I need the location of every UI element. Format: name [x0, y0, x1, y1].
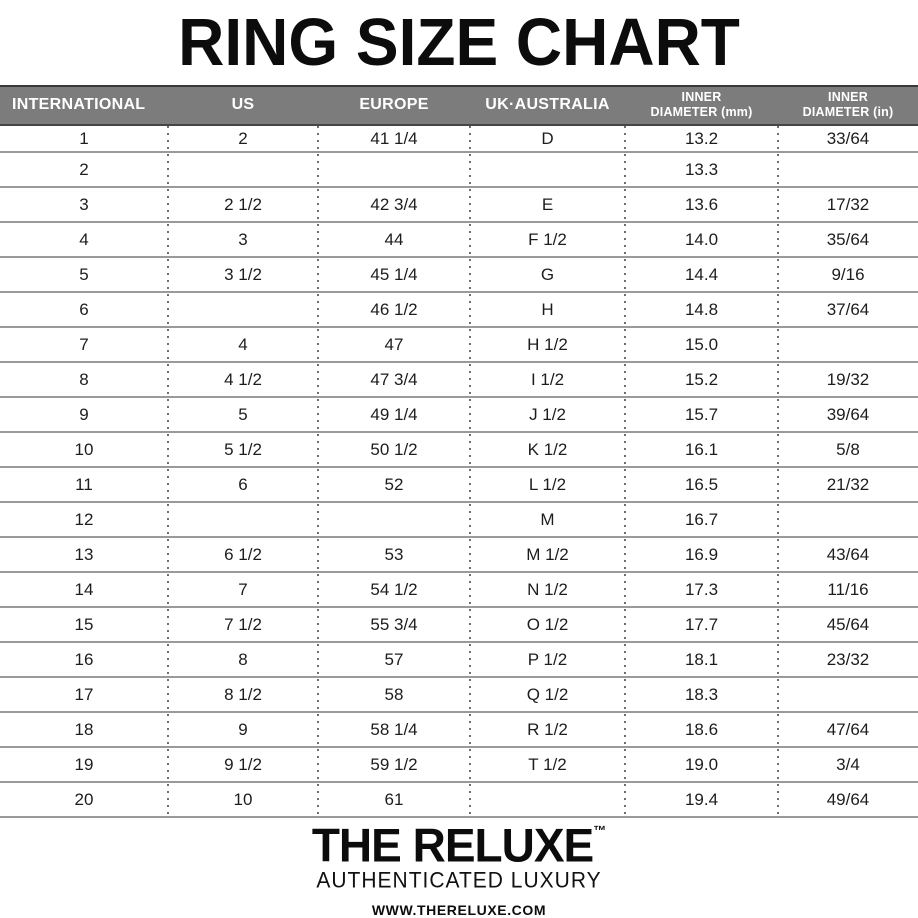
table-cell: 16.1 — [684, 439, 719, 459]
table-cell: 14.8 — [684, 299, 719, 319]
header-cell-us: US — [231, 96, 255, 114]
table-cell: 8 — [79, 369, 89, 389]
table-cell: 7 — [238, 579, 248, 599]
table-cell: 9/16 — [831, 264, 865, 284]
column-divider — [624, 126, 626, 818]
table-cell: 17.3 — [684, 579, 719, 599]
table-cell: M 1/2 — [526, 544, 569, 564]
table-cell: 45 1/4 — [370, 264, 418, 284]
header-line2: DIAMETER (in) — [802, 105, 894, 120]
table-row — [0, 643, 918, 678]
table-row — [0, 153, 918, 188]
table-header — [0, 85, 918, 126]
table-cell: 46 1/2 — [370, 299, 418, 319]
table-cell: 58 1/4 — [370, 719, 418, 739]
table-cell: 50 1/2 — [370, 439, 418, 459]
table-cell: 16 — [74, 649, 94, 669]
table-cell: 23/32 — [826, 649, 870, 669]
table-cell: 9 — [79, 404, 89, 424]
brand-logo — [311, 818, 607, 872]
table-cell: 19 — [74, 754, 94, 774]
table-cell: 3/4 — [836, 754, 860, 774]
page-title: RING SIZE CHART — [178, 4, 740, 80]
table-cell: 37/64 — [826, 299, 870, 319]
table-cell: 18.6 — [684, 719, 719, 739]
table-cell: 10 — [233, 789, 253, 809]
column-divider — [777, 126, 779, 818]
table-row — [0, 433, 918, 468]
table-cell: 19/32 — [826, 369, 870, 389]
table-cell: 13.2 — [684, 128, 719, 148]
table-cell: 6 — [238, 474, 248, 494]
table-row — [0, 328, 918, 363]
table-cell: 15 — [74, 614, 94, 634]
table-cell: L 1/2 — [528, 474, 567, 494]
table-cell: 10 — [74, 439, 94, 459]
table-cell: 5 1/2 — [224, 439, 262, 459]
table-cell: 5 — [238, 404, 248, 424]
column-divider — [167, 126, 169, 818]
column-divider — [469, 126, 471, 818]
table-cell: O 1/2 — [526, 614, 569, 634]
table-cell: Q 1/2 — [526, 684, 569, 704]
table-cell: 59 1/2 — [370, 754, 418, 774]
table-cell: E — [541, 194, 554, 214]
table-cell: 45/64 — [826, 614, 870, 634]
table-cell: 17.7 — [684, 614, 719, 634]
table-cell: 43/64 — [826, 544, 870, 564]
table-cell: 47 3/4 — [370, 369, 418, 389]
table-row — [0, 468, 918, 503]
header-line1: INNER — [828, 90, 868, 105]
table-row — [0, 678, 918, 713]
table-cell: 9 1/2 — [224, 754, 262, 774]
header-cell-europe: EUROPE — [359, 96, 429, 114]
table-cell: 49 1/4 — [370, 404, 418, 424]
table-row — [0, 783, 918, 818]
table-cell: 21/32 — [826, 474, 870, 494]
table-cell: 7 1/2 — [224, 614, 262, 634]
table-cell: 17 — [74, 684, 94, 704]
table-cell: 4 — [79, 229, 89, 249]
table-cell: 3 — [238, 229, 248, 249]
table-cell: 3 — [79, 194, 89, 214]
table-cell: 58 — [384, 684, 404, 704]
table-cell: 42 3/4 — [370, 194, 418, 214]
table-cell: 16.9 — [684, 544, 719, 564]
table-cell: 12 — [74, 509, 94, 529]
table-row — [0, 748, 918, 783]
table-cell: 15.7 — [684, 404, 719, 424]
brand-tagline: AUTHENTICATED LUXURY — [316, 868, 602, 893]
table-cell: 1 — [79, 128, 89, 148]
table-cell: K 1/2 — [527, 439, 568, 459]
table-row — [0, 398, 918, 433]
brand-trademark-symbol: ™ — [593, 822, 607, 838]
website-url: WWW.THERELUXE.COM — [371, 902, 547, 918]
table-cell: 17/32 — [826, 194, 870, 214]
table-cell: H — [541, 299, 554, 319]
table-row — [0, 573, 918, 608]
header-cell-uk-australia: UK·AUSTRALIA — [485, 96, 610, 114]
table-cell: 18.1 — [684, 649, 719, 669]
header-cell-inner-diameter-mm — [625, 90, 778, 120]
header-cell-international: INTERNATIONAL — [12, 96, 146, 114]
table-row — [0, 188, 918, 223]
table-cell: 57 — [384, 649, 404, 669]
table-cell: 2 — [79, 159, 89, 179]
table-cell: 47/64 — [826, 719, 870, 739]
table-cell: 15.0 — [684, 334, 719, 354]
table-cell: 39/64 — [826, 404, 870, 424]
brand-name: THE RELUXE — [311, 818, 594, 872]
table-cell: 61 — [384, 789, 404, 809]
table-row — [0, 223, 918, 258]
table-row — [0, 713, 918, 748]
table-cell: H 1/2 — [527, 334, 568, 354]
table-cell: 47 — [384, 334, 404, 354]
table-cell: 14 — [74, 579, 94, 599]
table-cell: D — [541, 128, 554, 148]
table-cell: 16.5 — [684, 474, 719, 494]
table-cell: 35/64 — [826, 229, 870, 249]
table-cell: 14.0 — [684, 229, 719, 249]
table-cell: 33/64 — [826, 128, 870, 148]
table-cell: 53 — [384, 544, 404, 564]
table-cell: 8 — [238, 649, 248, 669]
table-cell: 4 — [238, 334, 248, 354]
table-cell: 13 — [74, 544, 94, 564]
table-cell: G — [540, 264, 555, 284]
table-cell: N 1/2 — [527, 579, 568, 599]
table-cell: 9 — [238, 719, 248, 739]
header-line2: DIAMETER (mm) — [650, 105, 753, 120]
table-cell: 55 3/4 — [370, 614, 418, 634]
table-cell: R 1/2 — [527, 719, 568, 739]
table-cell: 7 — [79, 334, 89, 354]
table-cell: M — [540, 509, 555, 529]
table-row — [0, 538, 918, 573]
table-cell: 49/64 — [826, 789, 870, 809]
table-cell: J 1/2 — [529, 404, 566, 424]
table-cell: 6 1/2 — [224, 544, 262, 564]
table-row — [0, 363, 918, 398]
table-cell: 41 1/4 — [370, 128, 418, 148]
table-cell: 18 — [74, 719, 94, 739]
table-cell: 5/8 — [836, 439, 860, 459]
table-cell: 54 1/2 — [370, 579, 418, 599]
table-cell: 11 — [75, 474, 93, 494]
table-cell: I 1/2 — [530, 369, 565, 389]
header-cell-inner-diameter-in — [778, 90, 918, 120]
table-row — [0, 258, 918, 293]
table-cell: 52 — [384, 474, 404, 494]
table-cell: 19.4 — [684, 789, 719, 809]
table-cell: 13.6 — [684, 194, 719, 214]
table-cell: 2 — [238, 128, 248, 148]
table-cell: T 1/2 — [528, 754, 567, 774]
table-row — [0, 503, 918, 538]
table-cell: 44 — [384, 229, 404, 249]
table-cell: 11/16 — [827, 579, 869, 599]
table-cell: 18.3 — [684, 684, 719, 704]
table-row — [0, 293, 918, 328]
footer — [0, 818, 918, 918]
table-cell: 3 1/2 — [224, 264, 262, 284]
table-row — [0, 608, 918, 643]
table-cell: 4 1/2 — [224, 369, 262, 389]
table-cell: 14.4 — [684, 264, 719, 284]
table-cell: 16.7 — [684, 509, 719, 529]
table-cell: 2 1/2 — [224, 194, 262, 214]
table-cell: 5 — [79, 264, 89, 284]
table-cell: F 1/2 — [528, 229, 567, 249]
table-body — [0, 126, 918, 818]
table-cell: 15.2 — [684, 369, 719, 389]
table-cell: 19.0 — [684, 754, 719, 774]
table-cell: 20 — [74, 789, 94, 809]
table-cell: 13.3 — [684, 159, 719, 179]
table-cell: 8 1/2 — [224, 684, 262, 704]
table-row — [0, 126, 918, 153]
table-cell: P 1/2 — [527, 649, 568, 669]
header-line1: INNER — [681, 90, 722, 105]
column-divider — [317, 126, 319, 818]
table-cell: 6 — [79, 299, 89, 319]
